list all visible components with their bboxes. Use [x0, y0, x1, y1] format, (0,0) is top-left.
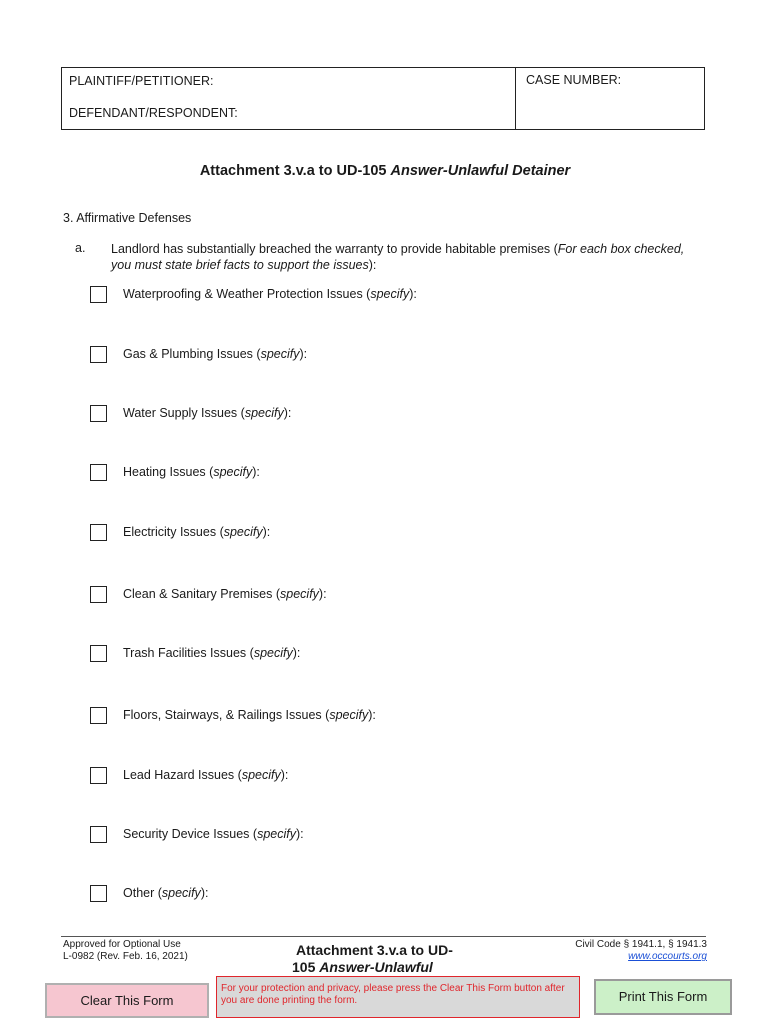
footer-title-line2-prefix: 105 [292, 959, 320, 975]
specify-word: specify [257, 827, 296, 841]
specify-open: ( [216, 525, 224, 539]
issue-checkbox[interactable] [90, 405, 107, 422]
page-title [0, 163, 770, 179]
issue-label-text: Water Supply Issues [123, 406, 238, 420]
footer-form-id: L-0982 (Rev. Feb. 16, 2021) [63, 951, 188, 962]
issue-checkbox[interactable] [90, 645, 107, 662]
issue-label-text: Security Device Issues [123, 827, 250, 841]
issue-label-text: Waterproofing & Weather Protection Issues [123, 287, 363, 301]
caption-divider [515, 67, 516, 130]
issue-checkbox[interactable] [90, 885, 107, 902]
issue-checkbox[interactable] [90, 286, 107, 303]
item-a-italic-2: you must state brief facts to support the issues [111, 258, 369, 272]
item-a-text-2: ): [368, 258, 377, 272]
specify-close: ): [299, 347, 308, 361]
specify-close: ): [409, 287, 417, 301]
specify-word: specify [329, 708, 369, 722]
specify-word: specify [241, 768, 281, 782]
specify-word: specify [253, 646, 293, 660]
specify-close: ): [292, 646, 301, 660]
footer-title-line1: Attachment 3.v.a to UD- [296, 942, 453, 958]
issue-checkbox[interactable] [90, 586, 107, 603]
issue-label [123, 587, 327, 601]
page-title-prefix: Attachment 3.v.a to UD-105 [199, 163, 391, 179]
footer-website-wrap [628, 951, 707, 963]
footer-approved: Approved for Optional Use [63, 939, 181, 950]
specify-close: ): [283, 406, 292, 420]
issue-label-text: Lead Hazard Issues [123, 768, 235, 782]
specify-open: ( [234, 768, 242, 782]
specify-word: specify [244, 406, 284, 420]
issue-label [123, 708, 376, 722]
specify-close: ): [200, 886, 209, 900]
specify-word: specify [223, 525, 263, 539]
specify-word: specify [161, 886, 201, 900]
specify-open: ( [154, 886, 162, 900]
issue-checkbox[interactable] [90, 707, 107, 724]
footer-website-link[interactable]: www.occourts.org [628, 951, 707, 962]
specify-close: ): [252, 465, 260, 479]
specify-open: ( [246, 646, 254, 660]
issue-checkbox[interactable] [90, 346, 107, 363]
issue-checkbox[interactable] [90, 826, 107, 843]
footer-title-line2 [268, 959, 498, 976]
footer-title [268, 942, 498, 976]
specify-open: ( [205, 465, 214, 479]
issue-label-text: Floors, Stairways, & Railings Issues [123, 708, 322, 722]
issue-label-text: Electricity Issues [123, 525, 217, 539]
item-a-text [111, 241, 711, 273]
issue-checkbox[interactable] [90, 524, 107, 541]
issue-label [123, 287, 417, 301]
case-number-label: CASE NUMBER: [526, 73, 622, 87]
specify-word: specify [280, 587, 319, 601]
issue-label [123, 525, 270, 539]
issue-label-text: Heating Issues [123, 465, 206, 479]
specify-word: specify [370, 287, 410, 301]
issue-label [123, 406, 291, 420]
item-a-italic-1: For each box checked, [557, 242, 685, 256]
specify-close: ): [280, 768, 289, 782]
issue-label [123, 827, 304, 841]
clear-form-button[interactable]: Clear This Form [45, 983, 209, 1018]
issue-label-text: Clean & Sanitary Premises [123, 587, 273, 601]
specify-word: specify [213, 465, 253, 479]
issue-label-text: Other [123, 886, 155, 900]
specify-open: ( [237, 406, 245, 420]
issue-label [123, 347, 307, 361]
specify-open: ( [321, 708, 330, 722]
specify-open: ( [272, 587, 281, 601]
specify-open: ( [252, 347, 261, 361]
footer-rule [61, 936, 706, 937]
specify-close: ): [262, 525, 271, 539]
issue-label-text: Trash Facilities Issues [123, 646, 247, 660]
issue-label-text: Gas & Plumbing Issues [123, 347, 253, 361]
specify-word: specify [260, 347, 300, 361]
section-heading: 3. Affirmative Defenses [63, 211, 192, 225]
specify-close: ): [368, 708, 376, 722]
issue-label [123, 646, 300, 660]
footer-civil-code: Civil Code § 1941.1, § 1941.3 [575, 939, 707, 950]
page-title-italic: Answer-Unlawful Detainer [390, 163, 571, 179]
plaintiff-label: PLAINTIFF/PETITIONER: [69, 74, 214, 88]
specify-open: ( [362, 287, 371, 301]
footer-title-line2-italic: Answer-Unlawful [319, 959, 433, 975]
specify-open: ( [249, 827, 258, 841]
print-form-button[interactable]: Print This Form [594, 979, 732, 1015]
issue-checkbox[interactable] [90, 767, 107, 784]
item-a-text-1: Landlord has substantially breached the warranty to provide habitable premises ( [111, 242, 558, 256]
defendant-label: DEFENDANT/RESPONDENT: [69, 106, 238, 120]
specify-close: ): [318, 587, 327, 601]
privacy-notice: For your protection and privacy, please press the Clear This Form button after you are done printing the form. [216, 976, 580, 1018]
issue-checkbox[interactable] [90, 464, 107, 481]
issue-label [123, 886, 208, 900]
issue-label [123, 768, 288, 782]
issue-label [123, 465, 260, 479]
specify-close: ): [295, 827, 304, 841]
item-a-marker: a. [75, 241, 86, 255]
